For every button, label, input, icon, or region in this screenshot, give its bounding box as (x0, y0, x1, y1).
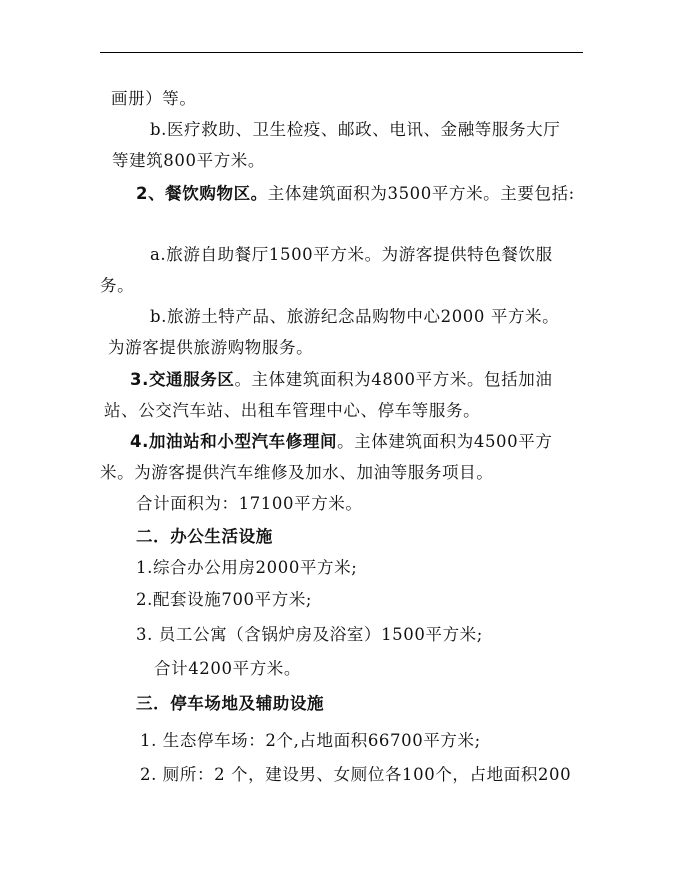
list-item: 2.配套设施700平方米; (136, 590, 313, 609)
list-item: 3. 员工公寓（含锅炉房及浴室）1500平方米; (136, 625, 483, 644)
text-line: 站、公交汽车站、出租车管理中心、停车等服务。 (104, 401, 481, 420)
text-line: a.旅游自助餐厅1500平方米。为游客提供特色餐饮服 (150, 245, 553, 264)
section-title: 3.交通服务区 (130, 370, 235, 389)
text-line: b.医疗救助、卫生检疫、邮政、电讯、金融等服务大厅 (150, 120, 561, 139)
section-title: 4.加油站和小型汽车修理间 (130, 432, 338, 451)
section-heading: 三．停车场地及辅助设施 (136, 694, 325, 713)
header-rule (100, 52, 583, 53)
section-line (130, 431, 552, 453)
list-item: 1.综合办公用房2000平方米; (136, 558, 358, 577)
total-line: 合计4200平方米。 (154, 659, 301, 678)
text-line: 等建筑800平方米。 (112, 151, 265, 170)
section-heading: 二．办公生活设施 (136, 527, 273, 546)
section-text: 主体建筑面积为3500平方米。主要包括: (267, 184, 575, 203)
list-item: 1. 生态停车场：2个,占地面积66700平方米; (140, 731, 481, 750)
section-text: 。主体建筑面积为4500平方 (337, 432, 553, 451)
text-line: 务。 (100, 276, 135, 295)
section-title: 2、餐饮购物区。 (136, 184, 268, 203)
total-line: 合计面积为：17100平方米。 (136, 494, 363, 513)
section-text: 。主体建筑面积为4800平方米。包括加油 (234, 370, 553, 389)
text-line: 米。为游客提供汽车维修及加水、加油等服务项目。 (100, 463, 494, 482)
text-line: 为游客提供旅游购物服务。 (108, 338, 314, 357)
section-line (136, 183, 575, 205)
text-line: b.旅游土特产品、旅游纪念品购物中心2000 平方米。 (150, 307, 560, 326)
section-line (130, 369, 552, 391)
list-item: 2. 厕所：2 个，建设男、女厕位各100个，占地面积200 (140, 765, 572, 784)
text-line: 画册）等。 (111, 89, 197, 108)
